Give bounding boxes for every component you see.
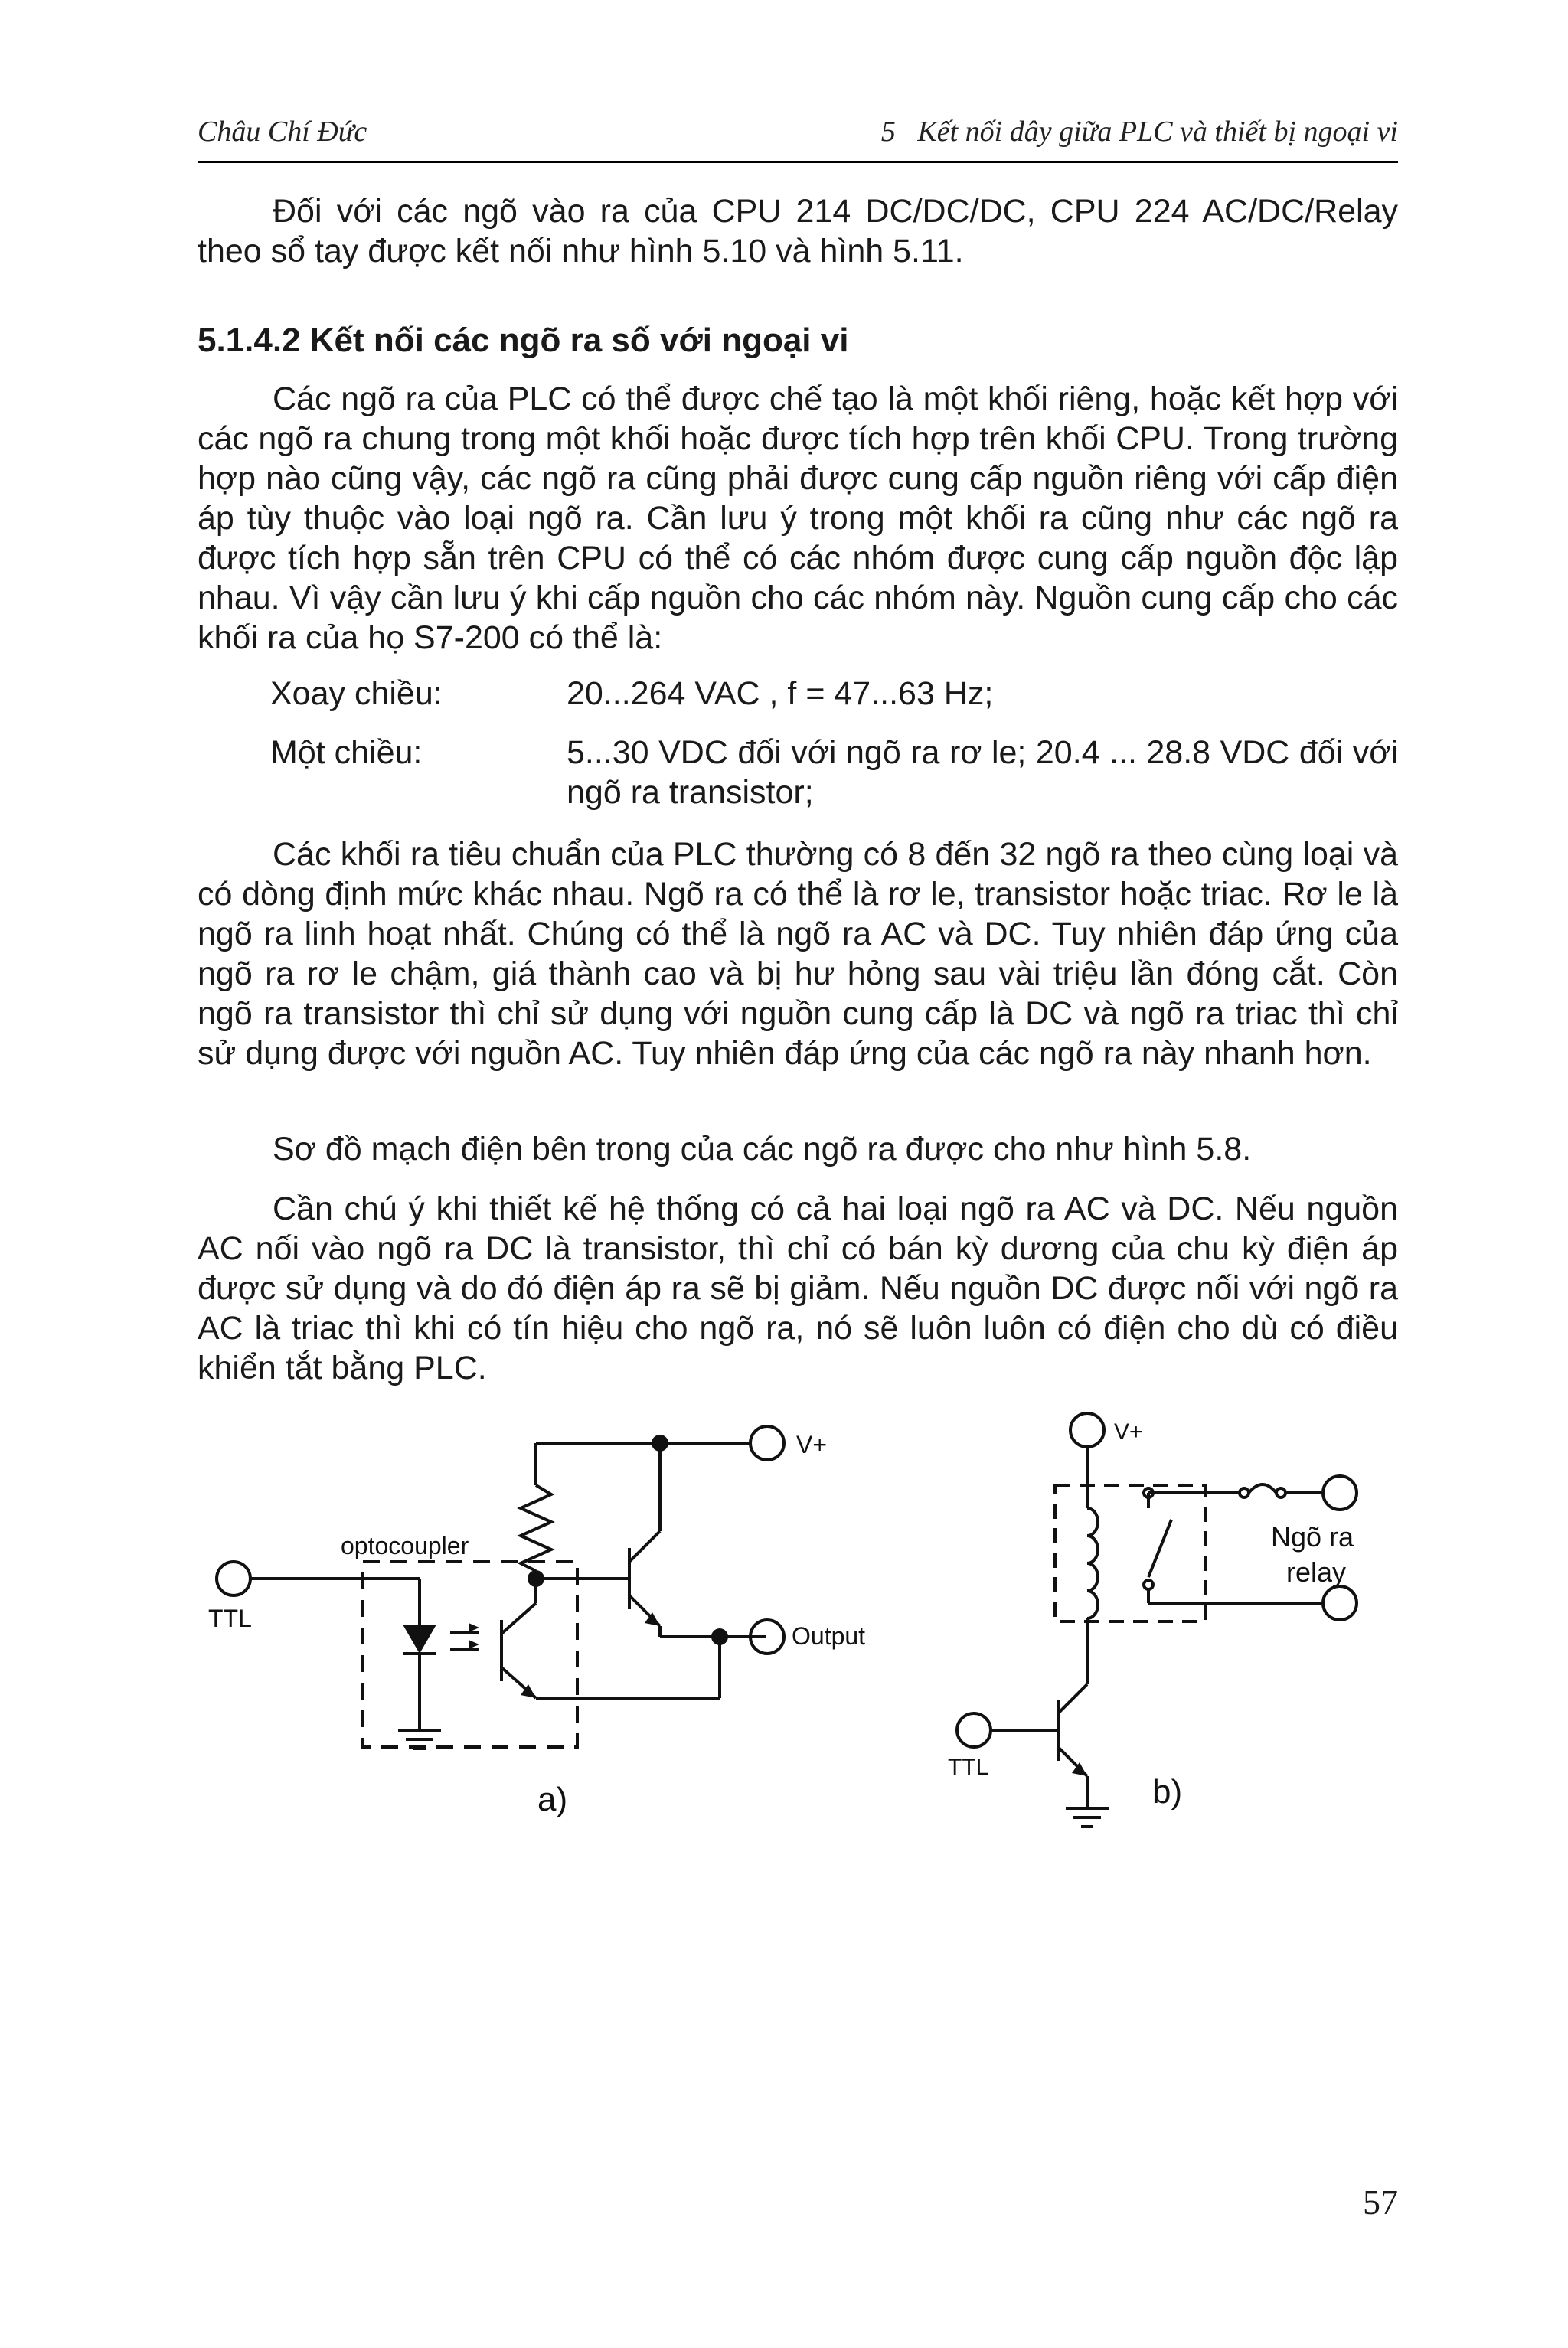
- output-label: Output: [792, 1622, 866, 1650]
- paragraph-output-types: Các khối ra tiêu chuẩn của PLC thường có 8 đến 32 ngõ ra theo cùng loại và có dòng định mức khác nhau. Ngõ ra có thể là rơ le, transistor hoặc triac. Rơ le là ngõ ra linh hoạt nhất. Chúng có thể là ngõ ra AC và DC. Tuy nhiên đáp ứng của ngõ ra rơ le chậm, giá thành cao và bị hư hỏng sau vài triệu lần đóng cắt. Còn ngõ ra transistor thì chỉ sử dụng với nguồn cung cấp là DC và ngõ ra triac thì chỉ sử dụng được với nguồn AC. Tuy nhiên đáp ứng của các ngõ ra này nhanh hơn.: [198, 836, 1398, 1072]
- spec-value-dc: 5...30 VDC đối với ngõ ra rơ le; 20.4 ... 28.8 VDC đối với ngõ ra transistor;: [567, 734, 1398, 811]
- ttl-label-b: TTL: [948, 1755, 989, 1780]
- figure-a-circuit: [217, 1426, 784, 1749]
- relay-label-line2: relay: [1286, 1556, 1347, 1588]
- spec-label-dc: Một chiều:: [270, 734, 423, 771]
- relay-box: [1055, 1485, 1205, 1621]
- ttl-terminal-b: [957, 1713, 991, 1747]
- paragraph-supply: Các ngõ ra của PLC có thể được chế tạo là một khối riêng, hoặc kết hợp với các ngõ ra chung trong một khối hoặc được tích hợp trên khối CPU. Trong trường hợp nào cũng vậy, các ngõ ra cũng phải được cung cấp nguồn riêng với cấp điện áp tùy thuộc vào loại ngõ ra. Cần lưu ý trong một khối ra cũng như các ngõ ra được tích hợp sẵn trên CPU có thể có các nhóm được cung cấp nguồn độc lập nhau. Vì vậy cần lưu ý khi cấp nguồn cho các nhóm này. Nguồn cung cấp cho các khối ra của họ S7-200 có thể là:: [198, 380, 1398, 656]
- relay-terminal-1: [1323, 1476, 1357, 1510]
- paragraph-ac-dc-warning: Cần chú ý khi thiết kế hệ thống có cả hai loại ngõ ra AC và DC. Nếu nguồn AC nối vào ngõ ra DC là transistor, thì chỉ có bán kỳ dương của chu kỳ điện áp được sử dụng và do đó điện áp ra sẽ bị giảm. Nếu nguồn DC được nối với ngõ ra AC là triac thì khi có tín hiệu cho ngõ ra, nó sẽ luôn luôn có điện cho dù có điều khiển tắt bằng PLC.: [198, 1190, 1398, 1386]
- output-circuit-figure: [0, 1409, 1568, 1837]
- figure-a-caption: a): [537, 1781, 568, 1818]
- running-header: [198, 115, 1398, 163]
- intro-paragraph: Đối với các ngõ vào ra của CPU 214 DC/DC/DC, CPU 224 AC/DC/Relay theo sổ tay được kết nối như hình 5.10 và hình 5.11.: [198, 193, 1398, 269]
- figure-b-caption: b): [1152, 1773, 1183, 1811]
- ttl-terminal-a: [217, 1562, 250, 1595]
- vplus-label-b: V+: [1114, 1419, 1143, 1445]
- header-author: Châu Chí Đức: [198, 116, 368, 148]
- vplus-terminal-b: [1070, 1413, 1104, 1447]
- led-diode-icon: [403, 1625, 436, 1654]
- relay-label-line1: Ngõ ra: [1271, 1521, 1354, 1553]
- figure-b-circuit: [957, 1413, 1357, 1827]
- header-chapter: 5 Kết nối dây giữa PLC và thiết bị ngoại vi: [880, 116, 1398, 148]
- spec-value-ac: 20...264 VAC , f = 47...63 Hz;: [567, 675, 994, 712]
- page-number: 57: [1363, 2183, 1398, 2222]
- vplus-terminal-a: [750, 1426, 784, 1460]
- relay-terminal-2: [1323, 1586, 1357, 1620]
- optocoupler-label: optocoupler: [341, 1532, 469, 1559]
- section-heading: 5.1.4.2 Kết nối các ngõ ra số với ngoại vi: [198, 322, 849, 359]
- ttl-label-a: TTL: [208, 1605, 252, 1632]
- optocoupler-box: [363, 1562, 577, 1747]
- spec-label-ac: Xoay chiều:: [270, 675, 443, 712]
- paragraph-figure-ref: Sơ đồ mạch điện bên trong của các ngõ ra được cho như hình 5.8.: [273, 1131, 1252, 1167]
- vplus-label-a: V+: [796, 1431, 828, 1458]
